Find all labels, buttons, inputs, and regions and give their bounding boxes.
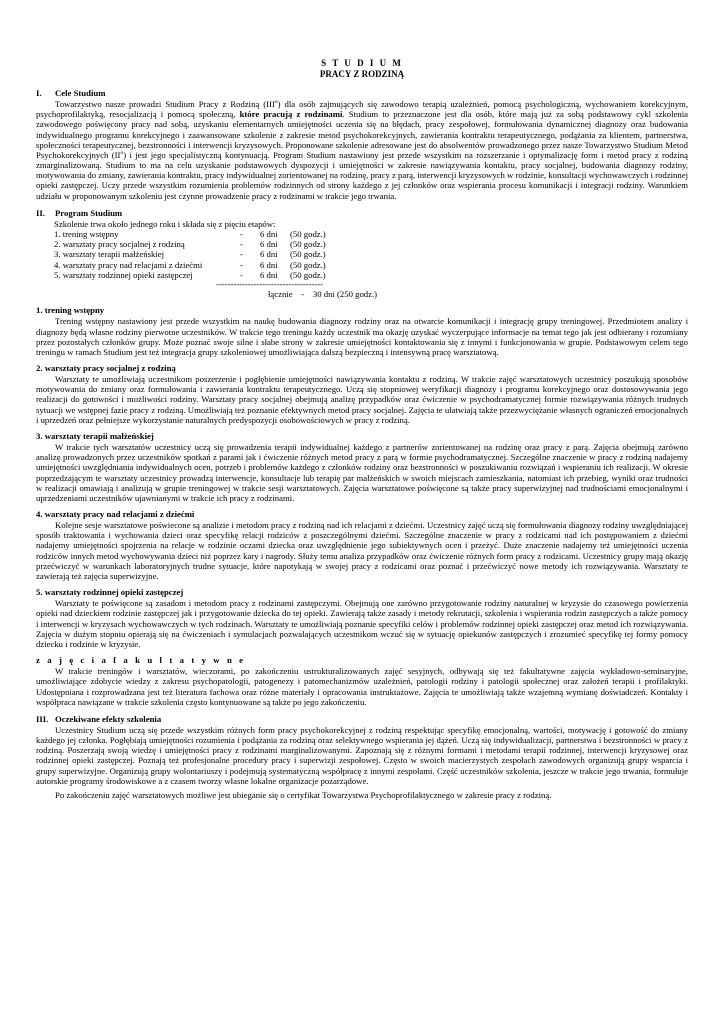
stage-dash: - [240, 239, 243, 250]
stage-dash: - [240, 229, 243, 240]
program-intro: Szkolenie trwa około jednego roku i składa się z pięciu etapów: [54, 218, 276, 229]
section-title: Cele Studium [55, 88, 106, 98]
stage-hours: (50 godz.) [290, 249, 326, 260]
stage-name: 4. warsztaty pracy nad relacjami z dziećmi [54, 259, 203, 270]
stage-heading-foster-care: 5. warsztaty rodzinnej opieki zastępczej [36, 587, 184, 598]
stage-name: 3. warsztaty terapii małżeńskiej [54, 249, 164, 260]
stage-heading-marital-therapy: 3. warsztaty terapii małżeńskiej [36, 430, 154, 441]
stage-name: 5. warsztaty rodzinnej opieki zastępczej [54, 269, 193, 280]
text-span: Towarzystwo nasze prowadzi Studium Pracy z Rodziną (III [55, 99, 275, 110]
stage-hours: (50 godz.) [290, 259, 326, 270]
stage-row [54, 260, 688, 270]
stage-heading-initial-training: 1. trening wstępny [36, 305, 105, 316]
stage-days: 6 dni [260, 269, 278, 280]
section-program-heading [36, 208, 688, 218]
stage-text-initial-training: Trening wstępny nastawiony jest przede wszystkim na naukę budowania diagnozy rodziny oraz na otwarcie komunikacji i integrację grupy treningowej. Przedmiotem analizy i diagnozy będą własne rodziny pierwotne uczestników. W trakcie tego treningu każdy uczestnik ma okazję uzyskać wyczerpujące informacje na temat tego jak jest odbierany i rozumiany przez pozostałych członków grupy. Może poznać swoje silne i słabe strony w zakresie umiejętności kontaktowania się z innymi i funkcjonowania w grupie. Podstawowym celem tego treningu w ramach Studium jest też integracja grupy szkoleniowej umożliwiająca dalszą bezpieczną i intensywną pracę warsztatową. [36, 316, 688, 357]
stage-row [54, 239, 688, 249]
total-dash: - [301, 289, 305, 300]
text-span: ) dla osób zajmujących się zawodowo terapią uzależnień, pomocą psychologiczną, wychowaniem korekcyjnym, psychoprofilaktyką, resocjalizacją i pomocą społeczną, [36, 99, 688, 120]
stage-days: 6 dni [260, 239, 278, 250]
superscript: o [120, 150, 124, 157]
stage-row [54, 229, 688, 239]
stage-dash: - [240, 249, 243, 260]
stage-name: 1. trening wstępny [54, 229, 119, 240]
stage-dash: - [240, 259, 243, 270]
stage-text-child-relations: Kolejne sesje warsztatowe poświecone są analizie i metodom pracy z rodziną nad ich relacjami z dziećmi. Uczestnicy zajęć uczą się formułowania diagnozy rodziny uwzględniającej sposób traktowania i wychowania dzieci oraz specyfikę relacji rodziców z poszczególnymi dziećmi. Szczególne znaczenie w pracy z rodzicami nad ich postępowaniem z dziećmi nadajemy umiejętności spojrzenia na relacje w rodzinie oczami dziecka oraz uwzględnienie jego subiektywnych ocen i przeżyć. Duże znaczenie nadajemy też umiejętności uczenia rodziców innych metod wychowywania dzieci niż poprzez kary i nagrody. Służy temu analiza przypadków oraz ćwiczenie różnych form pracy z rodzicami. Uczestnicy grupy mają okazję przećwiczyć w warunkach laboratoryjnych trudne sytuacje, które napotykają w swojej pracy z rodzicami oraz poznać i przećwiczyć nowe metody ich rozwiązywania. Warsztaty te zawierają też zajęcia superwizyjne. [36, 520, 688, 581]
document-title-line2: PRACY Z RODZINĄ [319, 69, 405, 79]
section-number: I. [36, 88, 42, 98]
effects-paragraph: Uczestnicy Studium uczą się przede wszystkim różnych form pracy psychokorekcyjnej z rodziną respektując specyfikę emocjonalną, wartości, motywację i gotowość do zmiany każdego jej członka. Pogłębiają umiejętności rozumienia i podążania za rodziną oraz selektywnego wspierania jej dążeń. Uczą się indywidualizacji, partnerstwa i bezstronności w pracy z rodziną. Poszerzają swoją wiedzę i umiejętności pracy z rodzinami marginalizowanymi. Zapoznają się z różnymi formami i metodami terapii rodzinnej, interwencji kryzysowej oraz rodzinnej opieki zastępczej. Poznają też profesjonalne procedury pracy i superwizji zespołowej. Często w swoich macierzystych zespołach zawodowych organizują grupy wsparcia i grupy superwizyjne. Organizują grupy wolontariuszy i podejmują systematyczną współpracę z innymi zespołami. Część uczestników szkolenia, jeszcze w trakcie jego trwania, formułuje autorskie programy środowiskowe a z czasem tworzy własne lokalne organizacje pozarządowe. [36, 724, 688, 786]
emphasis-text: które pracują z rodzinami [239, 109, 343, 120]
stage-hours: (50 godz.) [290, 269, 326, 280]
section-number: II. [36, 207, 45, 218]
stage-text-foster-care: Warsztaty te poświęcone są zasadom i metodom pracy z rodzinami zastępczymi. Obejmują one zarówno przygotowanie rodziny naturalnej w kryzysie do czasowego powierzenia opieki nad dzieckiem rodzinie zastępczej jak i przygotowanie dziecka do tej opieki. Zawierają także zasady i metody rekrutacji, szkolenia i wspierania rodzin zastępczych a także pomocy i interwencji w kryzysach wychowawczych w tych rodzinach. Warsztaty te umożliwiają poznanie specyfiki celów i problemów rodzinnej opieki zastępczej oraz metod ich rozwiązywania. Zajęcia w dużym stopniu opierają się na ćwiczeniach i symulacjach pozwalających uczestnikom wczuć się w sytuację opiekunów zastępczych i zrozumieć specyfikę tej formy pomocy dziecku i rodzinie w kryzysie. [36, 598, 688, 649]
section-effects-heading [36, 714, 688, 724]
stage-heading-child-relations: 4. warsztaty pracy nad relacjami z dziećmi [36, 509, 195, 520]
superscript: o [274, 99, 278, 106]
stage-row [54, 249, 688, 259]
stage-hours: (50 godz.) [290, 229, 326, 240]
text-span: . Studium to przeznaczone jest dla osób, które mają już za sobą podstawowy cykl szkolenia zawodowego poświęcony pracy nad sobą, uzyskaniu elementarnych umiejętności uczenia się na błędach, pracy zespołowej, formułowania dynamicznej diagnozy oraz budowania indywidualnego programu korekcyjnego i zaawansowane szkolenie z zakresie metod psychokorekcyjnych, zawierania kontraktu terapeutycznego, podążania za klientem, partnerstwa, społeczności terapeutycznej, bezstronności i interwencji kryzysowych. Proponowane szkolenie adresowane jest do absolwentów prowadzonego przez nasze Towarzystwo Studium Metod Psychokorekcyjnych (II [36, 109, 689, 160]
stage-text-social-work: Warsztaty te umożliwiają uczestnikom poszerzenie i pogłębienie umiejętności nawiązywania kontaktu z rodziną. W trakcie zajęć warsztatowych uczestnicy poszukują sposobów motywowania do zmiany oraz formułowania i zawierania kontraktu terapeutycznego. Uczą się stopniowej weryfikacji diagnozy i programu korekcyjnego oraz dostosowywania jego realizacji do gotowości i możliwości rodziny. Warsztaty pracy socjalnej obejmują analizę przypadków oraz ćwiczenie w psychodramatycznej formie rozwiązywania różnych trudnych sytuacji we wstępnej fazie pracy z rodziną. Umożliwiają też poznanie efektywnych metod pracy socjalnej. Zajęcia te ułatwiają także przezwyciężanie własnych ograniczeń emocjonalnych i uprzedzeń oraz pełniejsze wykorzystanie naturalnych predyspozycji osobowościowych w pracy z rodziną. [36, 374, 688, 425]
total-label: łącznie [268, 289, 293, 300]
stage-heading-social-work: 2. warsztaty pracy socjalnej z rodziną [36, 362, 176, 373]
stage-hours: (50 godz.) [290, 239, 326, 250]
stage-days: 6 dni [260, 229, 278, 240]
stage-row [54, 270, 688, 280]
sum-divider: ------------------------------------- [216, 279, 324, 290]
total-value: 30 dni (250 godz.) [312, 289, 378, 300]
program-total [268, 289, 688, 299]
document-title-line1: S T U D I U M [321, 58, 403, 68]
section-title: Oczekiwane efekty szkolenia [55, 713, 162, 724]
text-span: ) i jest jego specjalistyczną kontynuacją. Program Studium nastawiony jest przede wszystkim na rozszerzanie i optymalizację form i metod pracy z rodziną zmarginalizowaną. Studium to ma na celu uzyskanie podstawowych dyspozycji i umiejętności w zakresie nawiązywania kontaktu, pracy socjalnej, budowania diagnozy rodziny, motywowania do zmiany, zawierania kontraktu, pracy indywidualnej zorientowanej na rodzinę, pracy z parą, interwencji kryzysowych w rodzinie, konsultacji wychowawczych i rodzinnej opieki zastępczej. Uczy przede wszystkim rozumienia problemów rodzinnych od strony każdego z jej członków oraz wspierania procesu komunikacji i integracji rodziny. Warunkiem udziału w proponowanym szkoleniu jest czynne prowadzenie pracy z rodzinami w trakcie jego trwania. [36, 149, 689, 201]
stage-text-optional-classes: W trakcie treningów i warsztatów, wieczorami, po zakończeniu ustrukturalizowanych zajęć sesyjnych, odbywają się też fakultatywne zajęcia wykładowo-seminaryjne, umożliwiające zdobycie wiedzy z zakresu psychopatologii, patogenezy i patomechanizmów uzależnień, patologii rodziny i patologii społecznej oraz założeń terapii i profilaktyki. Udostępniana i rozprowadzana jest też literatura fachowa oraz różne materiały i opracowania instruktażowe. Zajęcia te umożliwiają także wzajemną wymianę doświadczeń. Kontakty i współpraca nawiązane w trakcie szkolenia często kontynuowane są także po jego zakończeniu. [36, 666, 688, 707]
stage-days: 6 dni [260, 259, 278, 270]
section-goals-heading [36, 88, 688, 98]
stage-heading-optional-classes: z a j ę c i a f a k u l t a t y w n e [36, 655, 246, 666]
stage-text-marital-therapy: W trakcie tych warsztatów uczestnicy uczą się prowadzenia terapii indywidualnej każdego z partnerów zorientowanej na rodzinę oraz pracy z parą. Zajęcia obejmują zarówno analizę prowadzonych przez uczestników spotkań z parami jak i ćwiczenie różnych metod pracy z parą w formie psychodramatycznej. Szczególne znaczenie w pracy z rodziną nadajemy umiejętności uwzględniania indywidualnych ocen, potrzeb i problemów każdego z członków rodziny oraz bezstronności w poszukiwaniu rozwiązań i wspieraniu ich realizacji. W okresie poprzedzającym te warsztaty uczestnicy prowadzą interwencje, konsultacje lub terapię par małżeńskich w swoich miejscach zamieszkania, natomiast ich przebieg, wyniki oraz trudności w realizacji omawiają i analizują w grupie treningowej w trakcie sesji warsztatowych. Zajęcia warsztatowe poświęcone są także pracy superwizyjnej nad trudnościami emocjonalnymi i uprzedzeniami uczestników ujawnianymi w trakcie ich pracy z rodzinami. [36, 442, 688, 503]
section-title: Program Studium [55, 207, 123, 218]
stage-dash: - [240, 269, 243, 280]
goals-paragraph [36, 99, 688, 201]
certificate-paragraph: Po zakończeniu zajęć warsztatowych możliwe jest ubieganie się o certyfikat Towarzystwa Psychoprofilaktycznego w zakresie pracy z rodziną. [55, 789, 552, 800]
stage-name: 2. warsztaty pracy socjalnej z rodziną [54, 239, 185, 250]
stage-days: 6 dni [260, 249, 278, 260]
section-number: III. [36, 713, 49, 724]
program-stage-list [54, 219, 688, 280]
